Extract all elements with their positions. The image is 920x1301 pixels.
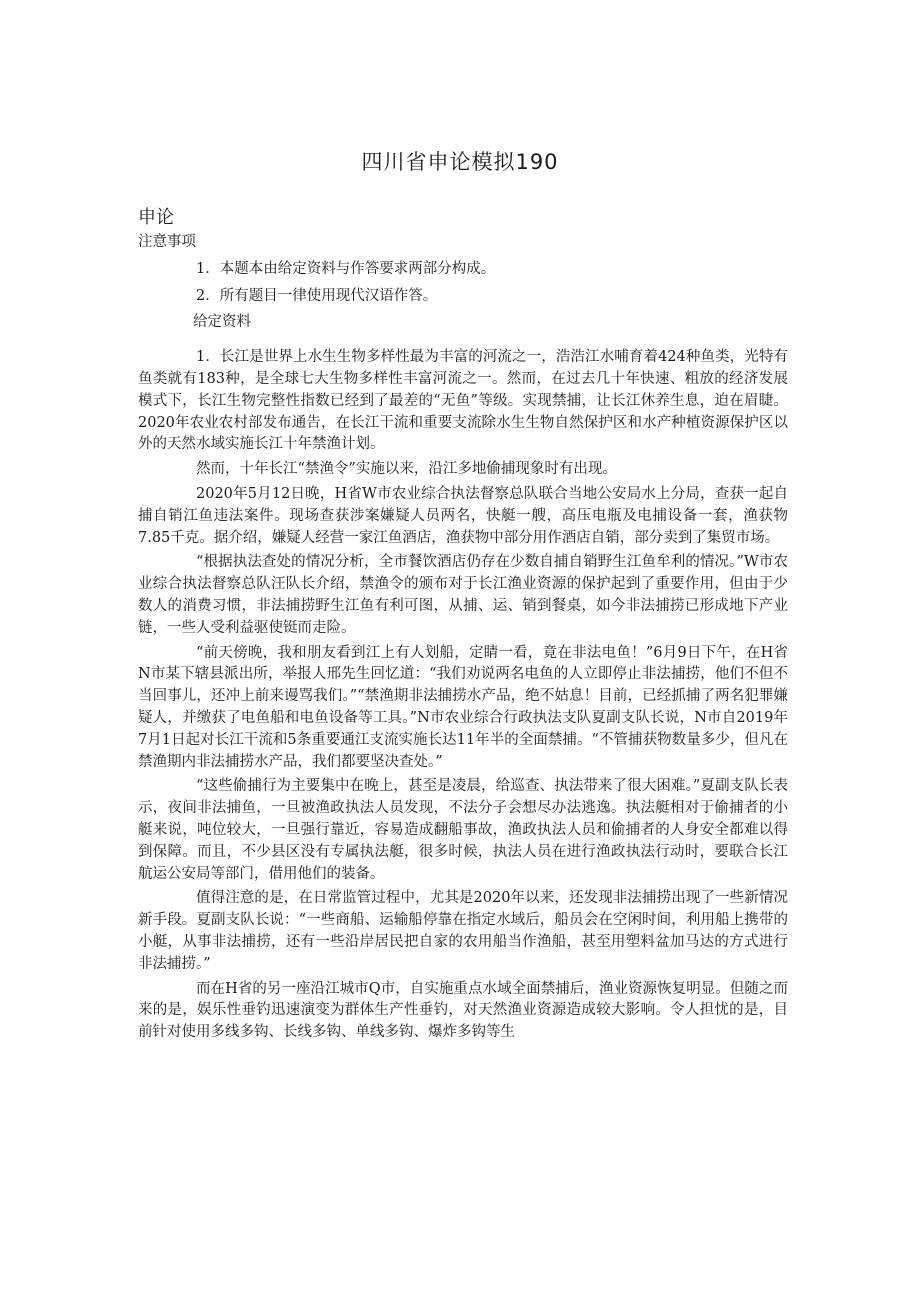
paragraph: 2020年5月12日晚，H省W市农业综合执法督察总队联合当地公安局水上分局，查获一起自捕自销江鱼违法案件。现场查获涉案嫌疑人员两名，快艇一艘，高压电瓶及电捕设备一套，渔获物7.85千克。据介绍，嫌疑人经营一家江鱼酒店，渔获物中部分用作酒店自销，部分卖到了集贸市场。 (138, 485, 788, 546)
document-body (138, 232, 788, 1047)
paragraph: 值得注意的是，在日常监管过程中，尤其是2020年以来，还发现非法捕捞出现了一些新情况新手段。夏副支队长说：“一些商船、运输船停靠在指定水域后，船员会在空闲时间，利用船上携带的小艇，从事非法捕捞，还有一些沿岸居民把自家的农用船当作渔船，甚至用塑料盆加马达的方式进行非法捕捞。” (138, 890, 788, 972)
document-title: 四川省申论模拟190 (361, 150, 559, 174)
paragraph: “根据执法查处的情况分析，全市餐饮酒店仍存在少数自捕自销野生江鱼牟利的情况。”W市农业综合执法督察总队汪队长介绍，禁渔令的颁布对于长江渔业资源的保护起到了重要作用，但由于少数人的消费习惯，非法捕捞野生江鱼有利可图，从捕、运、销到餐桌，如今非法捕捞已形成地下产业链，一些人受利益驱使铤而走险。 (138, 554, 788, 636)
paragraph: “前天傍晚，我和朋友看到江上有人划船，定睛一看，竟在非法电鱼！”6月9日下午，在H省N市某下辖县派出所，举报人邢先生回忆道：“我们劝说两名电鱼的人立即停止非法捕捞，他们不但不当回事儿，还冲上前来谩骂我们。”“禁渔期非法捕捞水产品，绝不姑息！目前，已经抓捕了两名犯罪嫌疑人，并缴获了电鱼船和电鱼设备等工具。”N市农业综合行政执法支队夏副支队长说，N市自2019年7月1日起对长江干流和5条重要通江支流实施长达11年半的全面禁捕。“不管捕获物数量多少，但凡在禁渔期内非法捕捞水产品，我们都要坚决查处。” (138, 644, 788, 770)
notice-item: 2．所有题目一律使用现代汉语作答。 (196, 287, 438, 304)
notice-heading: 注意事项 (138, 234, 196, 250)
section-heading: 申论 (138, 207, 174, 228)
paragraph: 1．长江是世界上水生生物多样性最为丰富的河流之一，浩浩江水哺育着424种鱼类，光特有鱼类就有183种，是全球七大生物多样性丰富河流之一。然而，在过去几十年快速、粗放的经济发展模式下，长江生物完整性指数已经到了最差的“无鱼”等级。实现禁捕，让长江休养生息，迫在眉睫。2020年农业农村部发布通告，在长江干流和重要支流除水生生物自然保护区和水产种植资源保护区以外的天然水域实施长江十年禁渔计划。 (138, 349, 788, 453)
paragraph: 而在H省的另一座沿江城市Q市，自实施重点水域全面禁捕后，渔业资源恢复明显。但随之而来的是，娱乐性垂钓迅速演变为群体生产性垂钓，对天然渔业资源造成较大影响。令人担忧的是，目前针对使用多线多钩、长线多钩、单线多钩、爆炸多钩等生 (138, 980, 788, 1041)
paragraph: “这些偷捕行为主要集中在晚上，甚至是凌晨，给巡查、执法带来了很大困难。”夏副支队长表示，夜间非法捕鱼，一旦被渔政执法人员发现，不法分子会想尽办法逃逸。执法艇相对于偷捕者的小艇来说，吨位较大，一旦强行靠近，容易造成翻船事故，渔政执法人员和偷捕者的人身安全都难以得到保障。而且，不少县区没有专属执法艇，很多时候，执法人员在进行渔政执法行动时，要联合长江航运公安局等部门，借用他们的装备。 (138, 778, 788, 882)
given-materials-heading: 给定资料 (193, 314, 251, 331)
paragraph: 然而，十年长江“禁渔令”实施以来，沿江多地偷捕现象时有出现。 (196, 461, 617, 478)
notice-item: 1．本题本由给定资料与作答要求两部分构成。 (196, 260, 496, 277)
